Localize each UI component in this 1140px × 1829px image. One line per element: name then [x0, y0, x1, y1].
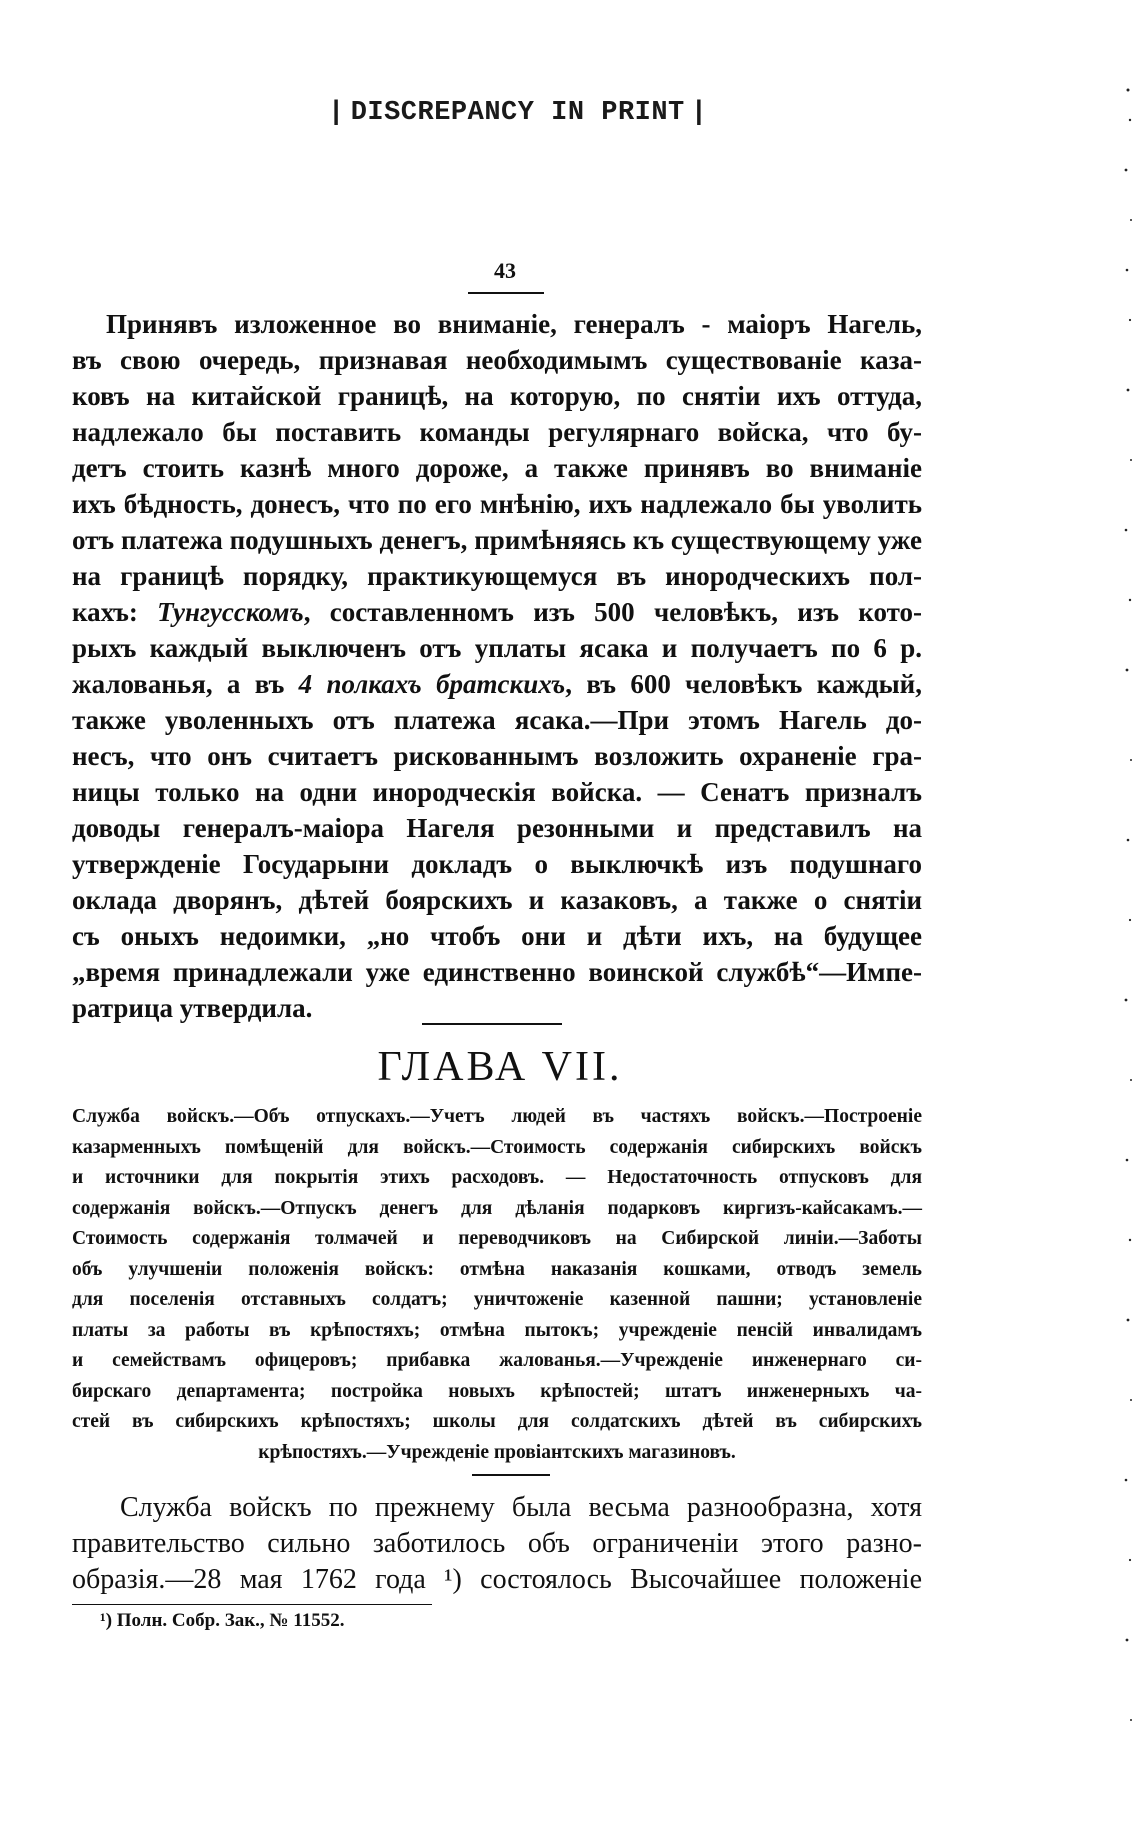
text-segment: жалованья, а въ	[72, 669, 299, 699]
summary-line: содержанія войскъ.—Отпускъ денегъ для дѣланія подарковъ киргизъ-кайсакамъ.—	[72, 1197, 922, 1219]
text-line: на границѣ порядку, практикующемуся въ инородческихъ пол-	[72, 561, 922, 591]
summary-line: стей въ сибирскихъ крѣпостяхъ; школы для солдатскихъ дѣтей въ сибирскихъ	[72, 1411, 922, 1432]
text-line: ихъ бѣдность, донесъ, что по его мнѣнію, ихъ надлежало бы уволить	[72, 489, 922, 519]
summary-line: и семействамъ офицеровъ; прибавка жалованья.—Учрежденіе инженернаго си-	[72, 1350, 922, 1371]
text-line: ратрица утвердила.	[72, 993, 313, 1023]
summary-line: объ улучшеніи положенія войскъ: отмѣна наказанія кошками, отводъ земель	[72, 1258, 922, 1280]
summary-line: крѣпостяхъ.—Учрежденіе провіантскихъ магазиновъ.	[258, 1441, 736, 1463]
chapter-summary	[72, 1102, 922, 1468]
text-line: доводы генералъ-маіора Нагеля резонными и представилъ на	[72, 813, 922, 843]
summary-line: платы за работы въ крѣпостяхъ; отмѣна пытокъ; учрежденіе пенсій инвалидамъ	[72, 1319, 922, 1341]
discrepancy-stamp	[322, 98, 713, 128]
summary-line: казарменныхъ помѣщеній для войскъ.—Стоимость содержанія сибирскихъ войскъ	[72, 1136, 922, 1158]
summary-line: Служба войскъ.—Объ отпускахъ.—Учетъ людей въ частяхъ войскъ.—Построеніе	[72, 1106, 922, 1127]
text-line: „время принадлежали уже единственно воинской службѣ“—Импе-	[72, 957, 922, 987]
text-line: надлежало бы поставить команды регулярнаго войска, что бу-	[72, 417, 922, 447]
summary-line: Стоимость содержанія толмачей и переводчиковъ на Сибирской линіи.—Заботы	[72, 1228, 922, 1249]
text-line: ковъ на китайской границѣ, на которую, по снятіи ихъ оттуда,	[72, 381, 922, 411]
page-number-rule	[468, 292, 544, 294]
text-line: несъ, что онъ считаетъ рискованнымъ возложить охраненіе гра-	[72, 741, 922, 771]
text-line: отъ платежа подушныхъ денегъ, примѣняясь къ существующему уже	[72, 525, 922, 555]
text-line: правительство сильно заботилось объ ограниченіи этого разно-	[72, 1528, 922, 1559]
margin-scan-specks	[1090, 60, 1140, 1760]
footnote: ¹) Полн. Собр. Зак., № 11552.	[100, 1610, 345, 1631]
text-line: детъ стоить казнѣ много дороже, а также принявъ во вниманіе	[72, 453, 922, 483]
text-line: съ оныхъ недоимки, „но чтобъ они и дѣти ихъ, на будущее	[72, 921, 922, 951]
text-line	[72, 594, 922, 630]
text-line: также уволенныхъ отъ платежа ясака.—При этомъ Нагель до-	[72, 705, 922, 735]
footnote-rule	[72, 1604, 432, 1605]
summary-line: для поселенія отставныхъ солдатъ; уничтоженіе казенной пашни; установленіе	[72, 1289, 922, 1310]
text-line: въ свою очередь, признавая необходимымъ существованіе каза-	[72, 345, 922, 375]
text-line: Принявъ изложенное во вниманіе, генералъ - маіоръ Нагель,	[106, 309, 922, 339]
section-divider	[472, 1474, 550, 1476]
chapter-title: ГЛАВА VII.	[377, 1044, 623, 1090]
stamp-bar-right: |	[690, 98, 708, 128]
italic-regiment-name: Тунгусскомъ	[157, 597, 304, 627]
text-segment: , составленномъ изъ 500 человѣкъ, изъ кото-	[303, 597, 922, 627]
summary-line: и источники для покрытія этихъ расходовъ. — Недостаточность отпусковъ для	[72, 1167, 922, 1188]
page-number: 43	[494, 258, 516, 283]
stamp-bar-left: |	[328, 98, 345, 128]
text-line: рыхъ каждый выключенъ отъ уплаты ясака и получаетъ по 6 р.	[72, 633, 922, 663]
text-segment: кахъ:	[72, 597, 158, 627]
main-paragraph	[72, 306, 922, 1026]
body-paragraph	[72, 1490, 922, 1598]
text-line: оклада дворянъ, дѣтей боярскихъ и казаковъ, а также о снятіи	[72, 885, 922, 915]
text-segment: , въ 600 человѣкъ каждый,	[565, 669, 922, 699]
text-line: Служба войскъ по прежнему была весьма разнообразна, хотя	[120, 1492, 922, 1523]
text-line: утвержденіе Государыни докладъ о выключкѣ изъ подушнаго	[72, 849, 922, 879]
stamp-text: DISCREPANCY IN PRINT	[350, 98, 685, 128]
text-line: ницы только на одни инородческія войска. — Сенатъ призналъ	[72, 777, 922, 807]
text-line	[72, 666, 922, 702]
text-line: образія.—28 мая 1762 года ¹) состоялось Высочайшее положеніе	[72, 1564, 922, 1595]
italic-regiment-name: 4 полкахъ братскихъ	[298, 669, 566, 699]
summary-line: бирскаго департамента; постройка новыхъ крѣпостей; штатъ инженерныхъ ча-	[72, 1380, 922, 1402]
section-divider	[422, 1023, 562, 1025]
